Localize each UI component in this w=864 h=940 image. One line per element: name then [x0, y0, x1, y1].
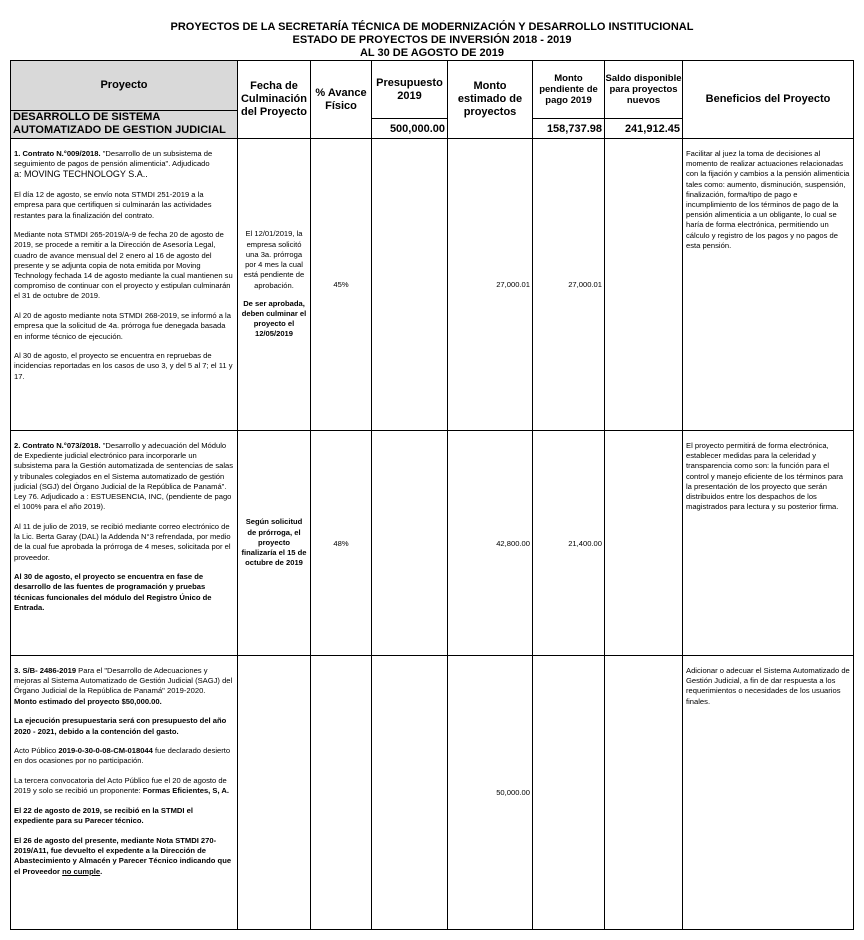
- header-avance: % Avance Físico: [311, 61, 372, 139]
- project-3-para-5: El 22 de agosto de 2019, se recibió en la STMDI el expediente para su Parecer técnico.: [14, 806, 193, 826]
- project-2-title: 2. Contrato N.°073/2018.: [14, 441, 101, 450]
- project-row-2: [11, 431, 854, 656]
- project-2-description: [11, 431, 238, 656]
- header-saldo: Saldo disponible para proyectos nuevos: [605, 61, 683, 119]
- project-1-monto-estimado: 27,000.01: [448, 139, 533, 431]
- project-1-description: [11, 139, 238, 431]
- project-row-3: [11, 656, 854, 930]
- section-title: DESARROLLO DE SISTEMA AUTOMATIZADO DE GESTION JUDICIAL: [11, 111, 238, 139]
- project-1-para-5: Al 30 de agosto, el proyecto se encuentra en repruebas de incidencias reportadas en los casos de uso 3, y del 5 al 7; el 11 y 17.: [14, 351, 233, 381]
- project-3-para-2: La ejecución presupuestaria será con presupuesto del año 2020 - 2021, debido a la contención del gasto.: [14, 716, 227, 736]
- project-3-fecha: [238, 656, 311, 930]
- project-1-presupuesto: [372, 139, 448, 431]
- project-3-para-4-pre: La tercera convocatoria del Acto Público fue el 20 de agosto de 2019 y solo se recibió un proponente:: [14, 776, 227, 796]
- project-3-act-number: 2019-0-30-0-08-CM-018044: [58, 746, 153, 756]
- project-3-bidder: Formas Eficientes, S, A.: [142, 786, 229, 796]
- project-2-para-2: Al 11 de julio de 2019, se recibió mediante correo electrónico de la Lic. Berta Garay (DAL) la Addenda N°3 refrendada, por medio de la cual fue aprobada la prórroga de 4 meses, solicitada por el proveedor.: [14, 521, 231, 562]
- header-monto-estimado: Monto estimado de proyectos: [448, 61, 533, 139]
- projects-table: [10, 60, 854, 930]
- project-3-presupuesto: [372, 656, 448, 930]
- project-3-para-6-post: .: [100, 866, 103, 876]
- header-row: [11, 61, 854, 111]
- project-3-monto-pendiente: [533, 656, 605, 930]
- header-beneficios: Beneficios del Proyecto: [683, 61, 854, 139]
- project-1-subject: "Desarrollo de un subsistema de seguimiento de pagos de pensión alimenticia". Adjudicado: [14, 149, 213, 169]
- project-2-presupuesto: [372, 431, 448, 656]
- project-3-description: [11, 656, 238, 930]
- header-fecha: Fecha de Culminación del Proyecto: [238, 61, 311, 139]
- project-3-no-cumple: no cumple: [62, 866, 101, 876]
- project-3-para-3-post: fue declarado desierto en dos ocasiones por no participación.: [14, 746, 231, 766]
- project-2-monto-pendiente: 21,400.00: [533, 431, 605, 656]
- project-1-contractor: a: MOVING TECHNOLOGY S.A..: [14, 169, 148, 180]
- header-monto-pendiente: Monto pendiente de pago 2019: [533, 61, 605, 119]
- project-3-subject: Para el "Desarrollo de Adecuaciones y mejoras al Sistema Automatizado de Gestión Judicial (SAGJ) del Órgano Judicial de la República de Panamá" 2019-2020.: [14, 666, 233, 696]
- project-3-beneficios: Adicionar o adecuar el Sistema Automatizado de Gestión Judicial, a fin de dar respuesta a los requerimientos o necesidades de los usuarios finales.: [683, 656, 854, 930]
- section-pendiente: 158,737.98: [533, 119, 605, 139]
- project-2-fecha: Según solicitud de prórroga, el proyecto finalizaría el 15 de octubre de 2019: [238, 431, 311, 656]
- project-3-para-3-pre: Acto Público: [14, 746, 59, 756]
- report-title-block: [0, 21, 864, 60]
- project-2-monto-estimado: 42,800.00: [448, 431, 533, 656]
- project-2-beneficios: El proyecto permitirá de forma electrónica, establecer medidas para la celeridad y transparencia como son: la función para el control y manejo eficiente de los términos para la presentación de los proyecto que serán distribuidos entre los despachos de los magistrados para lectura y su posterior firma.: [683, 431, 854, 656]
- project-3-saldo: [605, 656, 683, 930]
- project-1-para-2: El día 12 de agosto, se envío nota STMDI 251-2019 a la empresa para que certifiquen si culminarán las actividades restantes para la finalización del contrato.: [14, 190, 212, 220]
- project-2-para-3: Al 30 de agosto, el proyecto se encuentra en fase de desarrollo de las fuentes de programación y pruebas técnicas funcionales del módulo del Registro Único de Entrada.: [14, 572, 212, 612]
- project-1-fecha-condition: De ser aprobada, deben culminar el proyecto el 12/05/2019: [241, 298, 307, 339]
- project-1-para-3: Mediante nota STMDI 265-2019/A-9 de fecha 20 de agosto de 2019, se procede a remitir a la Dirección de Asesoría Legal, cuadro de avance mensual del 2 enero al 16 de agosto del presente y se adjunta copia de nota emitida por Moving Technology fechada 14 de agosto mediante la cual mantienen su compromiso de continuar con el proyecto y estipulan culminarán el 31 de octubre de 2019.: [14, 230, 233, 301]
- project-row-1: [11, 139, 854, 431]
- project-1-beneficios: Facilitar al juez la toma de decisiones al momento de realizar actuaciones relacionadas con la fijación y cambios a la pensión alimenticia tales como: aumento, disminución, suspensión, finalización, forma/tipo de pago e incumplimiento de los términos de pago de la pensión alimenticia a un obligante, lo cual se haría de forma electrónica, permitiendo un cálculo y registro de los pagos y no pagos de esta pensión.: [683, 139, 854, 431]
- section-presupuesto: 500,000.00: [372, 119, 448, 139]
- project-2-avance: 48%: [311, 431, 372, 656]
- project-1-monto-pendiente: 27,000.01: [533, 139, 605, 431]
- project-1-para-4: Al 20 de agosto mediante nota STMDI 268-2019, se informó a la empresa que la solicitud de 4a. prórroga fue denegada basada en informe técnico de ejecución.: [14, 311, 231, 341]
- project-3-estimate: Monto estimado del proyecto $50,000.00.: [14, 696, 162, 706]
- report-title-line-3: AL 30 DE AGOSTO DE 2019: [359, 47, 505, 59]
- section-saldo: 241,912.45: [605, 119, 683, 139]
- header-proyecto: Proyecto: [11, 61, 238, 111]
- project-1-fecha-note: El 12/01/2019, la empresa solicitó una 3a. prórroga por 4 mes la cual está pendiente de aprobación.: [243, 229, 305, 290]
- report-title-line-2: ESTADO DE PROYECTOS DE INVERSIÓN 2018 - 2019: [292, 34, 572, 46]
- header-presupuesto: Presupuesto 2019: [372, 61, 448, 119]
- project-1-saldo: [605, 139, 683, 431]
- project-3-title: 3. S/B- 2486-2019: [14, 666, 77, 675]
- project-3-avance: [311, 656, 372, 930]
- project-1-title: 1. Contrato N.°009/2018.: [14, 149, 101, 158]
- project-3-para-6-pre: El 26 de agosto del presente, mediante Nota STMDI 270-2019/A11, fue devuelto el expedente a la Dirección de Abastecimiento y Almacén y Parecer Técnico indicando que el Proveedor: [14, 835, 232, 876]
- project-1-fecha: [238, 139, 311, 431]
- project-1-avance: 45%: [311, 139, 372, 431]
- report-title-line-1: PROYECTOS DE LA SECRETARÍA TÉCNICA DE MODERNIZACIÓN Y DESARROLLO INSTITUCIONAL: [170, 21, 694, 33]
- project-3-monto-estimado: 50,000.00: [448, 656, 533, 930]
- project-2-saldo: [605, 431, 683, 656]
- project-2-subject: "Desarrollo y adecuación del Módulo de Expediente judicial electrónico para incorporarle un subsistema para la Gestión automatizada de sentencias de salas y tribunales colegiados en el Sistema automatizado de gestión judicial (SGJ) del Órgano Judicial de la República de Panamá". Ley 76. Adjudicado a : ESTUESENCIA, INC, (pendiente de pago el 100% para el año 2019).: [14, 441, 234, 512]
